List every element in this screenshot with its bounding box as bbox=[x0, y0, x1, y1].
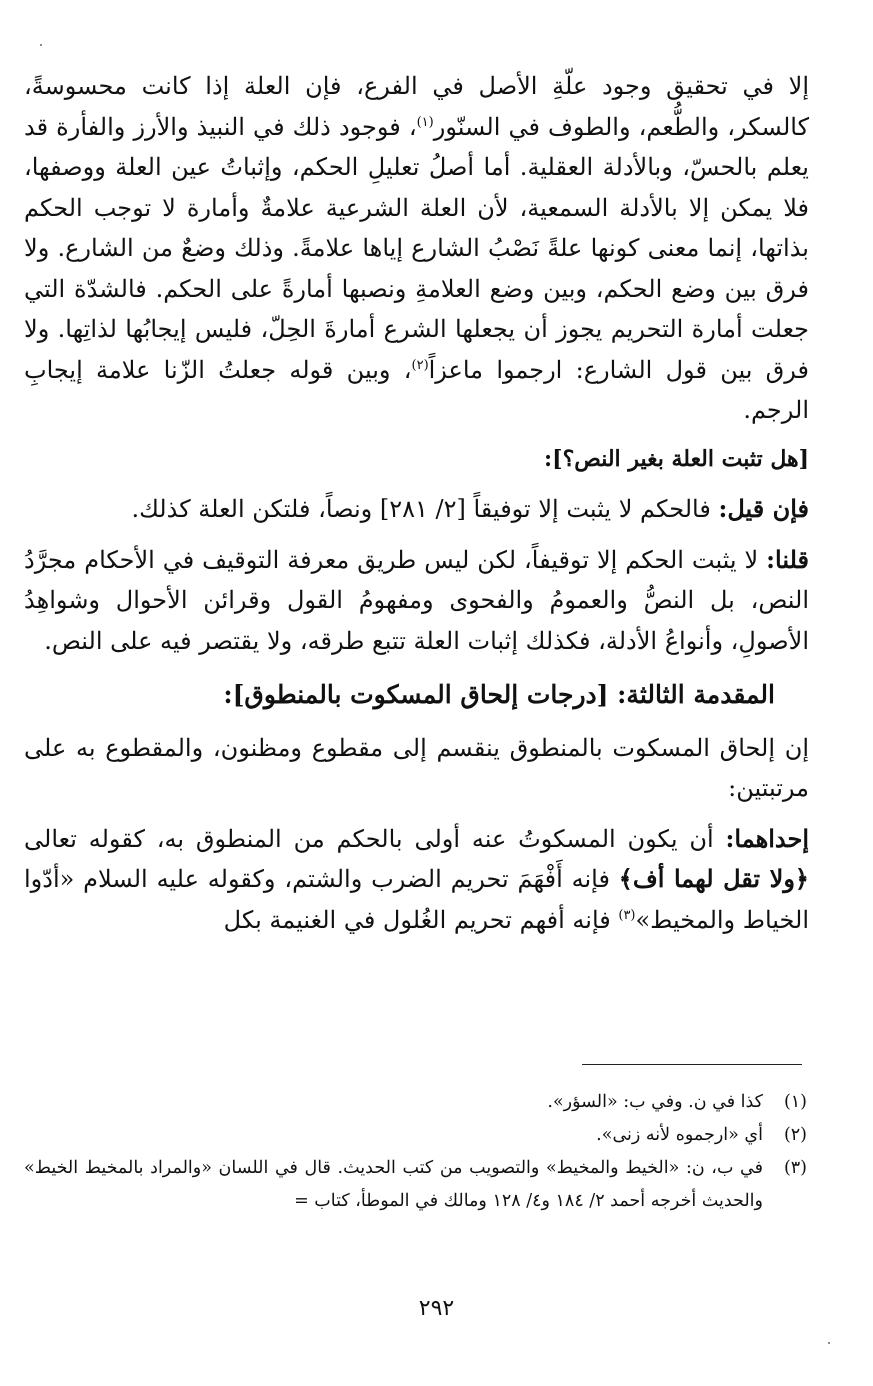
footnotes bbox=[24, 1086, 807, 1218]
first-rank-part-2: فإنه أَفْهَمَ تحريم الضرب والشتم، وكقوله عليه السلام «أدّوا الخياط والمخيط» bbox=[24, 865, 809, 934]
objection-text: فالحكم لا يثبت إلا توفيقاً [٢/ ٢٨١] ونصاً، فلتكن العلة كذلك. bbox=[131, 495, 719, 523]
main-text bbox=[24, 66, 809, 940]
quran-verse: ﴿ولا تقل لهما أف﴾ bbox=[618, 864, 809, 893]
footnote-number: (٢) bbox=[783, 1125, 807, 1145]
footnote-text: كذا في ن. وفي ب: «السؤر». bbox=[547, 1092, 763, 1112]
objection-lead: فإن قيل: bbox=[718, 494, 809, 523]
footnote-1 bbox=[24, 1086, 807, 1119]
paragraph-1-part-2: ، فوجود ذلك في النبيذ والأرز والفأرة قد يعلم بالحسّ، وبالأدلة العقلية. أما أصلُ تعليلِ الحكم، وإثباتُ عين العلة ووصفها، فلا يمكن إلا بالأدلة السمعية، لأن العلة الشرعية علامةٌ وأمارة لا توجب الحكم بذاتها، إنما معنى كونها علةً نَصْبُ الشارع إياها علامةً. وذلك وضعٌ من الشارع. ولا فرق بين وضع الحكم، وبين وضع العلامةِ ونصبها أمارةً على الحكم. فالشدّة التي جعلت أمارة التحريم يجوز أن يجعلها الشرع أمارةَ الحِلّ، فليس إيجابُها لذاتِها. ولا فرق بين قول الشارع: ارجموا ماعزاً bbox=[24, 112, 809, 384]
footnote-2 bbox=[24, 1119, 807, 1152]
footnote-ref-1[interactable]: (١) bbox=[416, 114, 434, 130]
footnote-ref-3[interactable]: (٣) bbox=[618, 907, 636, 923]
page-number: ٢٩٢ bbox=[418, 1296, 455, 1321]
paragraph-1-part-1: إلا في تحقيق وجود علّةِ الأصل في الفرع، فإن العلة إذا كانت محسوسةً، كالسكر، والطُّعم، والطوف في السنّور bbox=[24, 72, 809, 141]
footnote-number: (١) bbox=[783, 1092, 807, 1112]
footnote-ref-2[interactable]: (٢) bbox=[411, 357, 429, 373]
paragraph-1 bbox=[24, 66, 809, 431]
scan-speck bbox=[40, 44, 42, 46]
footnote-text: في ب، ن: «الخيط والمخيط» والتصويب من كتب الحديث. قال في اللسان «والمراد بالمخيط الخيط» والحديث أخرجه أحمد ٢/ ١٨٤ و٤/ ١٢٨ ومالك في الموطأ، كتاب = bbox=[24, 1158, 763, 1211]
footnote-separator bbox=[582, 1064, 802, 1065]
reply-lead: قلنا: bbox=[766, 544, 810, 574]
division-text: إن إلحاق المسكوت بالمنطوق ينقسم إلى مقطوع ومظنون، والمقطوع به على مرتبتين: bbox=[24, 733, 809, 802]
footnote-3 bbox=[24, 1152, 807, 1218]
section-heading-evidence: [هل تثبت العلة بغير النص؟]: bbox=[544, 445, 809, 472]
paragraph-objection bbox=[24, 489, 809, 530]
paragraph-reply bbox=[24, 540, 809, 662]
section-heading-third-introduction: المقدمة الثالثة: [درجات إلحاق المسكوت بالمنطوق]: bbox=[223, 680, 775, 709]
first-rank-part-3: فإنه أفهم تحريم الغُلول في الغنيمة بكل bbox=[223, 905, 619, 934]
paragraph-division bbox=[24, 728, 809, 809]
first-rank-lead: إحداهما: bbox=[725, 823, 809, 853]
paragraph-first-rank bbox=[24, 819, 809, 941]
footnote-number: (٣) bbox=[783, 1158, 807, 1178]
reply-text: لا يثبت الحكم إلا توقيفاً، لكن ليس طريق معرفة التوقيف في الأحكام مجرَّدُ النص، بل النصُّ والعمومُ والفحوى ومفهومُ القول وقرائن الأحوال وشواهِدُ الأصولِ، وأنواعُ الأدلة، فكذلك إثبات العلة تتبع طرقه، ولا يقتصر فيه على النص. bbox=[24, 545, 809, 655]
footnote-text: أي «ارجموه لأنه زنى». bbox=[596, 1125, 763, 1145]
first-rank-part-1: أن يكون المسكوتُ عنه أولى بالحكم من المنطوق به، كقوله تعالى bbox=[24, 824, 726, 853]
paragraph-1-part-3: ، وبين قوله جعلتُ الزّنا علامة إيجابِ الرجم. bbox=[24, 355, 809, 424]
scan-speck bbox=[828, 1342, 830, 1344]
